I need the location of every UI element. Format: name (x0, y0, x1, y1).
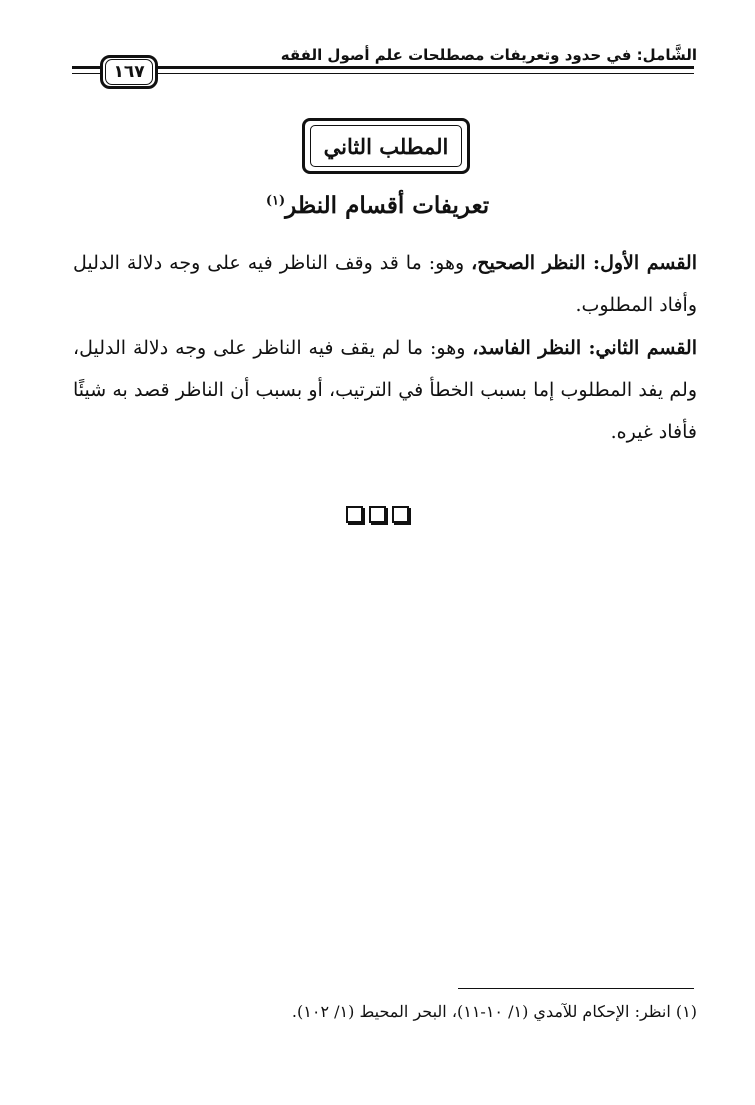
paragraph-term: القسم الأول: النظر الصحيح، (471, 252, 697, 274)
chapter-heading (0, 192, 755, 219)
paragraph-term: القسم الثاني: النظر الفاسد، (472, 337, 698, 359)
square-ornament-icon (369, 506, 386, 523)
header-rule-top (72, 66, 694, 69)
section-separator (0, 506, 755, 523)
paragraph-text: وهو: ما قد وقف الناظر فيه على وجه دلالة الدليل وأفاد المطلوب. (73, 252, 697, 316)
footnote: (١) انظر: الإحكام للآمدي (١/ ١٠-١١)، البحر المحيط (١/ ١٠٢). (291, 1002, 697, 1021)
heading-footnote-ref: (١) (265, 193, 286, 209)
section-title: المطلب الثاني (310, 125, 462, 167)
section-title-frame (302, 118, 470, 174)
square-ornament-icon (346, 506, 363, 523)
running-header-title: الشَّامل: في حدود وتعريفات مصطلحات علم أصول الفقه (280, 46, 697, 64)
paragraph-second-division (73, 327, 697, 453)
page-number: ١٦٧ (105, 59, 153, 85)
header-rule-bottom (72, 73, 694, 74)
heading-text: تعريفات أقسام النظر (285, 192, 490, 219)
square-ornament-icon (392, 506, 409, 523)
page-number-frame (100, 55, 158, 89)
paragraph-text: وهو: ما لم يقف فيه الناظر على وجه دلالة الدليل، ولم يفد المطلوب إما بسبب الخطأ في الترتيب، أو بسبب أن الناظر قصد به شيئًا فأفاد غيره. (73, 337, 697, 443)
footnote-rule (458, 988, 694, 989)
paragraph-first-division (73, 242, 697, 326)
